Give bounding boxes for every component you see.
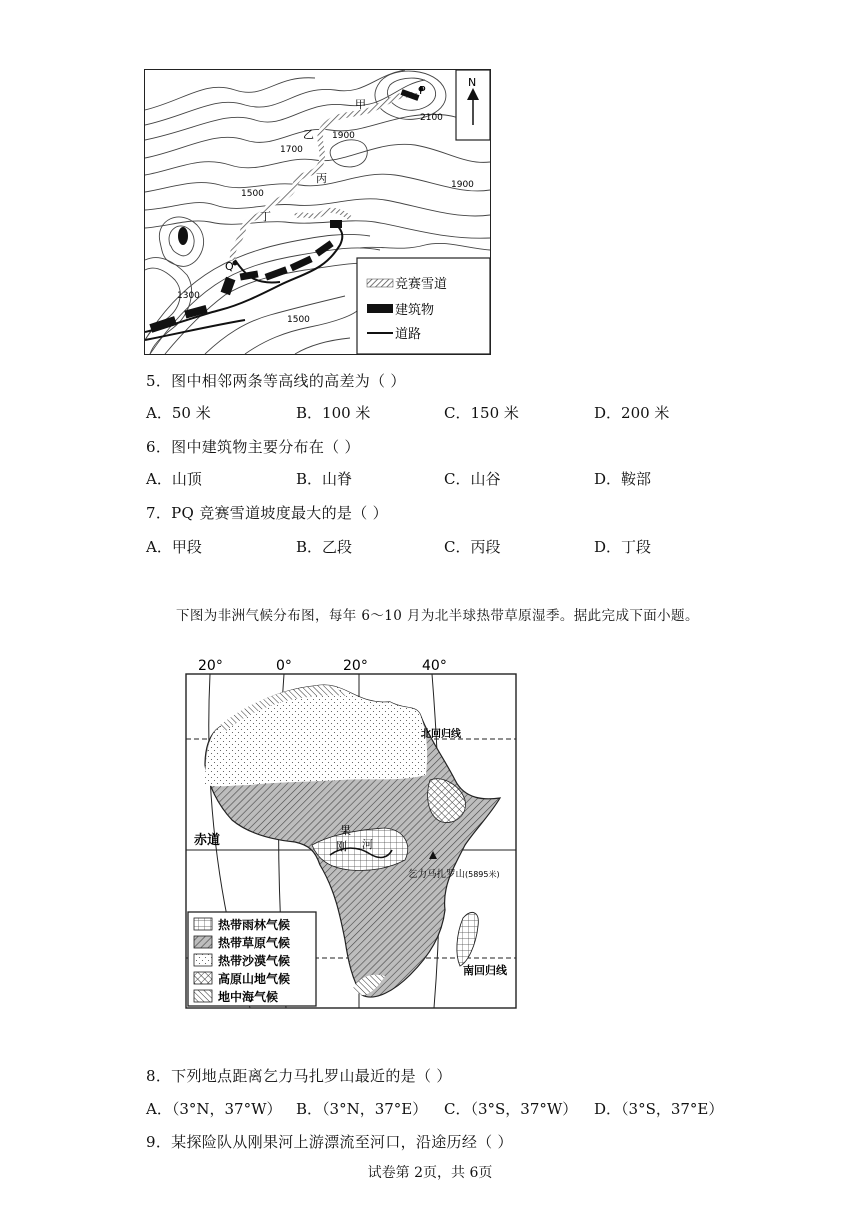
- q8-option-d: D．（3°S，37°E）: [594, 1100, 724, 1118]
- q7-option-a: A．甲段: [146, 538, 202, 556]
- q5-stem: 5．图中相邻两条等高线的高差为（ ）: [146, 372, 406, 390]
- q7-option-d: D．丁段: [594, 538, 652, 556]
- contour-label-1500b: 1500: [287, 315, 310, 325]
- q6-stem: 6．图中建筑物主要分布在（ ）: [146, 438, 360, 456]
- q8-option-b: B．（3°N，37°E）: [296, 1100, 428, 1118]
- legend-rainforest-label: 热带雨林气候: [218, 918, 291, 932]
- q5-option-a: A．50 米: [146, 404, 211, 422]
- q7-stem: 7．PQ 竞赛雪道坡度最大的是（ ）: [146, 504, 388, 522]
- lon-label-w20: 20°: [198, 658, 223, 674]
- river-label-gang: 刚: [336, 840, 347, 853]
- label-yi: 乙: [303, 128, 314, 141]
- q5-option-d: D．200 米: [594, 404, 670, 422]
- q6-option-d: D．鞍部: [594, 470, 652, 488]
- contour-label-1700: 1700: [280, 145, 303, 155]
- tropic-n-label: 北回归线: [421, 729, 461, 740]
- legend-savanna-label: 热带草原气候: [218, 936, 291, 950]
- legend-building-icon: [367, 304, 393, 313]
- africa-climate-map: [180, 650, 520, 1012]
- river-label-he: 河: [362, 838, 373, 851]
- label-jia: 甲: [355, 98, 366, 111]
- legend-building-label: 建筑物: [395, 303, 435, 318]
- q9-stem: 9．某探险队从刚果河上游漂流至河口，沿途历经（ ）: [146, 1133, 513, 1151]
- equator-label: 赤道: [194, 833, 221, 848]
- legend-mediterranean-label: 地中海气候: [218, 990, 279, 1004]
- page-footer: 试卷第 2页，共 6页: [367, 1165, 493, 1181]
- river-label-guo: 果: [340, 824, 351, 837]
- topographic-map-drawing: [145, 70, 490, 354]
- q8-option-a: A．（3°N，37°W）: [146, 1100, 282, 1118]
- section-intro: 下图为非洲气候分布图，每年 6～10 月为北半球热带草原湿季。据此完成下面小题。: [176, 608, 699, 624]
- legend-mediterranean-icon: [194, 990, 212, 1002]
- contour-label-1900a: 1900: [332, 131, 355, 141]
- q8-option-c: C．（3°S，37°W）: [444, 1100, 578, 1118]
- legend-highland-icon: [194, 972, 212, 984]
- legend-savanna-icon: [194, 936, 212, 948]
- legend-highland-label: 高原山地气候: [218, 972, 291, 986]
- lon-label-e20: 20°: [343, 658, 368, 674]
- q5-option-b: B．100 米: [296, 404, 371, 422]
- q5-option-c: C．150 米: [444, 404, 519, 422]
- label-ding: 丁: [260, 210, 271, 223]
- legend-road-label: 道路: [395, 327, 422, 342]
- lon-label-e40: 40°: [422, 658, 447, 674]
- legend-piste-label: 竞赛雪道: [395, 277, 448, 292]
- q8-stem: 8．下列地点距离乞力马扎罗山最近的是（ ）: [146, 1067, 452, 1085]
- contour-label-1300: 1300: [177, 291, 200, 301]
- contour-label-1500a: 1500: [241, 189, 264, 199]
- contour-label-2100: 2100: [420, 113, 443, 123]
- topographic-map: [144, 69, 491, 355]
- lon-label-0: 0°: [276, 658, 292, 674]
- label-q: Q: [225, 260, 234, 273]
- legend-rainforest-icon: [194, 918, 212, 930]
- north-label: N: [468, 76, 477, 89]
- contour-label-1900b: 1900: [451, 180, 474, 190]
- q6-option-b: B．山脊: [296, 470, 353, 488]
- legend-piste-icon: [367, 279, 393, 287]
- piste-branch: [295, 210, 350, 218]
- mountain-height-label: (5895米): [465, 870, 500, 879]
- q6-option-c: C．山谷: [444, 470, 501, 488]
- q7-option-b: B．乙段: [296, 538, 353, 556]
- legend-desert-icon: [194, 954, 212, 966]
- label-bing: 丙: [316, 172, 327, 185]
- africa-map-drawing: [180, 650, 520, 1012]
- mountain-label: 乞力马扎罗山: [408, 869, 466, 880]
- legend-desert-label: 热带沙漠气候: [218, 954, 291, 968]
- label-p: P: [419, 84, 426, 97]
- tropic-s-label: 南回归线: [463, 964, 507, 977]
- q6-option-a: A．山顶: [146, 470, 202, 488]
- q7-option-c: C．丙段: [444, 538, 501, 556]
